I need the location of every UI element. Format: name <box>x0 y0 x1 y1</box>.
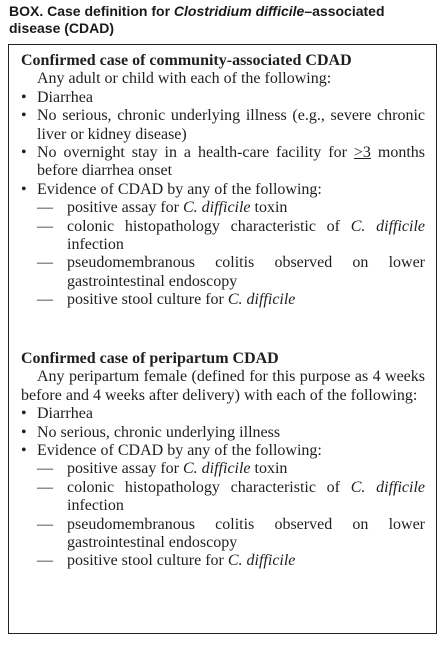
community-title: Confirmed case of community-associated CDAD <box>21 52 352 69</box>
community-evidence-item <box>21 218 425 255</box>
overnight-threshold: >3 <box>353 144 371 162</box>
organism-name: C. difficile <box>350 478 425 496</box>
dash-marker: — <box>37 217 53 235</box>
bullet-marker: • <box>21 180 27 198</box>
dash-marker: — <box>37 291 53 309</box>
peripartum-evidence-item <box>21 552 425 570</box>
evidence-text: positive stool culture for <box>67 552 228 570</box>
evidence-text: colonic histopathology characteristic of <box>67 217 351 235</box>
criterion-text: No serious, chronic underlying illness <box>37 423 281 441</box>
evidence-text: toxin <box>250 199 288 217</box>
organism-name: C. difficile <box>182 460 251 478</box>
peripartum-criterion <box>21 442 425 460</box>
peripartum-title: Confirmed case of peripartum CDAD <box>21 350 279 367</box>
criterion-text: Diarrhea <box>37 405 93 423</box>
evidence-text: infection <box>67 236 124 254</box>
evidence-lead: Evidence of CDAD by any of the following: <box>37 180 322 198</box>
peripartum-lead: Any peripartum female (defined for this purpose as 4 weeks before and 4 weeks after delivery) with each of the following: <box>21 368 425 404</box>
heading-organism: Clostridium difficile <box>173 3 305 19</box>
dash-marker: — <box>37 478 53 496</box>
dash-marker: — <box>37 460 53 478</box>
peripartum-evidence-item <box>21 516 425 553</box>
bullet-marker: • <box>21 405 27 423</box>
dash-marker: — <box>37 552 53 570</box>
criterion-text: Diarrhea <box>37 88 93 106</box>
evidence-text: positive assay for <box>67 199 183 217</box>
overnight-text-after: months before diarrhea onset <box>37 144 425 180</box>
community-criterion <box>21 144 425 181</box>
organism-name: C. difficile <box>227 552 296 570</box>
organism-name: C. difficile <box>350 217 425 235</box>
peripartum-section <box>21 350 425 571</box>
bullet-marker: • <box>21 144 27 162</box>
community-criterion <box>21 181 425 199</box>
bullet-marker: • <box>21 88 27 106</box>
peripartum-criterion <box>21 424 425 442</box>
evidence-text: colonic histopathology characteristic of <box>67 478 351 496</box>
peripartum-evidence-item <box>21 460 425 478</box>
dash-marker: — <box>37 515 53 533</box>
criterion-text: No serious, chronic underlying illness (e.g., severe chronic liver or kidney disease) <box>37 107 425 143</box>
evidence-text: pseudomembranous colitis observed on lower gastrointestinal endoscopy <box>67 254 425 290</box>
community-criterion <box>21 107 425 144</box>
community-evidence-item <box>21 254 425 291</box>
box-heading <box>9 3 439 37</box>
evidence-text: toxin <box>250 460 288 478</box>
heading-suffix: –associated disease (CDAD) <box>9 3 385 36</box>
bullet-marker: • <box>21 442 27 460</box>
evidence-text: positive assay for <box>67 460 183 478</box>
evidence-text: infection <box>67 497 124 515</box>
evidence-text: positive stool culture for <box>67 291 228 309</box>
evidence-text: pseudomembranous colitis observed on lower gastrointestinal endoscopy <box>67 515 425 552</box>
community-criterion <box>21 89 425 107</box>
bullet-marker: • <box>21 107 27 125</box>
dash-marker: — <box>37 199 53 217</box>
community-section <box>21 52 425 310</box>
evidence-lead: Evidence of CDAD by any of the following: <box>37 442 322 460</box>
peripartum-criterion <box>21 405 425 423</box>
heading-prefix: BOX. Case definition for <box>9 3 174 19</box>
organism-name: C. difficile <box>182 199 251 217</box>
case-definition-box <box>8 44 437 634</box>
peripartum-evidence-item <box>21 479 425 516</box>
dash-marker: — <box>37 254 53 272</box>
organism-name: C. difficile <box>227 291 296 309</box>
community-evidence-item <box>21 291 425 309</box>
overnight-text-before: No overnight stay in a health-care facility for <box>37 144 354 162</box>
community-lead: Any adult or child with each of the following: <box>37 70 332 88</box>
bullet-marker: • <box>21 423 27 441</box>
community-evidence-item <box>21 199 425 217</box>
